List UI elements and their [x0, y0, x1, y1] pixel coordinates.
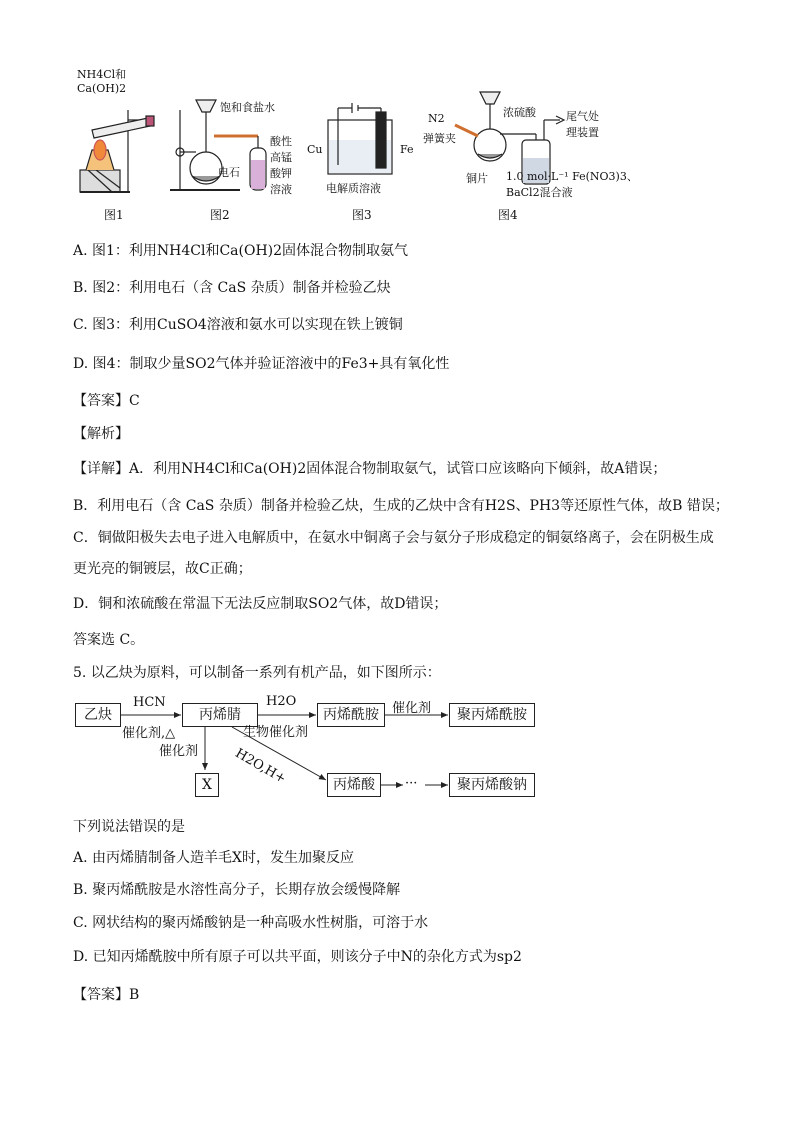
fig4-clamp: 弹簧夹: [423, 132, 456, 145]
flow-sodium-polyacrylate: 聚丙烯酸钠: [449, 773, 535, 797]
q4-detail-b: B．利用电石（含 CaS 杂质）制备并检验乙炔，生成的乙炔中含有H2S、PH3等还原性气体，故B 错误；: [73, 498, 729, 514]
q4-choose: 答案选 C。: [73, 632, 145, 648]
flow-hcn: HCN: [133, 695, 166, 710]
fig4-solution-line2: BaCl2混合液: [506, 186, 573, 199]
q4-option-b: B. 图2：利用电石（含 CaS 杂质）制备并检验乙炔: [73, 280, 391, 296]
fig4-tail-line2: 理装置: [566, 126, 599, 139]
flow-polyacrylamide: 聚丙烯酰胺: [449, 703, 535, 727]
flow-dots: ···: [405, 776, 418, 791]
q4-option-d: D. 图4：制取少量SO2气体并验证溶液中的Fe3+具有氧化性: [73, 356, 450, 372]
fig3-left-electrode: Cu: [307, 143, 323, 156]
fig4-gas: N2: [428, 112, 445, 125]
fig3-right-electrode: Fe: [400, 143, 414, 156]
flow-acrylonitrile: 丙烯腈: [182, 703, 258, 727]
q5-option-a: A. 由丙烯腈制备人造羊毛X时，发生加聚反应: [73, 850, 354, 866]
flow-catalyst: 催化剂: [392, 701, 432, 716]
q5-option-c: C. 网状结构的聚丙烯酸钠是一种高吸水性树脂，可溶于水: [73, 915, 429, 931]
q4-option-a: A. 图1：利用NH4Cl和Ca(OH)2固体混合物制取氨气: [73, 243, 409, 259]
flow-catalyst-2: 催化剂: [159, 744, 199, 759]
flow-acrylamide: 丙烯酰胺: [317, 703, 385, 727]
fig2-right-labels: [270, 134, 292, 198]
q4-option-c: C. 图3：利用CuSO4溶液和氨水可以实现在铁上镀铜: [73, 317, 403, 333]
fig2-top-label: 饱和食盐水: [220, 101, 275, 114]
q5-option-d: D. 已知丙烯酰胺中所有原子可以共平面，则该分子中N的杂化方式为sp2: [73, 949, 522, 965]
fig4-label: 图4: [498, 208, 518, 222]
fig2-label: 图2: [210, 208, 230, 222]
fig3-label: 图3: [352, 208, 372, 222]
flow-x: X: [195, 773, 219, 797]
fig4-metal: 铜片: [466, 172, 488, 185]
q4-detail-a: 【详解】A．利用NH4Cl和Ca(OH)2固体混合物制取氨气，试管口应该略向下倾斜，故A错误；: [73, 461, 667, 477]
fig2-right-label: 溶液: [270, 183, 292, 196]
fig3-apparatus: [328, 103, 392, 174]
q4-detail-c1: C．铜做阳极失去电子进入电解质中，在氨水中铜离子会与氨分子形成稳定的铜氨络离子，会在阴极生成: [73, 530, 714, 546]
q5-answer: 【答案】B: [73, 987, 140, 1003]
flow-acrylic-acid: 丙烯酸: [327, 773, 381, 797]
q5-question: 下列说法错误的是: [73, 819, 185, 835]
fig4-solution-line1: 1.0 mol·L⁻¹ Fe(NO3)3、: [506, 170, 638, 183]
fig3-bottom-label: 电解质溶液: [326, 182, 381, 195]
q5-option-b: B. 聚丙烯酰胺是水溶性高分子，长期存放会缓慢降解: [73, 882, 401, 898]
fig1-apparatus: [80, 110, 154, 192]
fig1-label: 图1: [104, 208, 124, 222]
fig4-tail-line1: 尾气处: [566, 110, 599, 123]
flow-cond1: 催化剂,△: [122, 726, 176, 741]
fig1-reagent-line2: Ca(OH)2: [77, 82, 127, 95]
flow-bio-catalyst: 生物催化剂: [243, 725, 309, 740]
fig2-right-label: 高锰: [270, 151, 292, 164]
fig4-acid: 浓硫酸: [503, 106, 536, 119]
flow-h2o-h: H2O,H+: [232, 746, 289, 787]
flow-h2o: H2O: [266, 694, 297, 709]
fig1-reagent-line1: NH4Cl和: [77, 68, 127, 81]
fig2-right-label: 酸钾: [270, 167, 292, 180]
q4-answer: 【答案】C: [73, 393, 140, 409]
apparatus-svg: [0, 0, 794, 230]
flow-acetylene: 乙炔: [75, 703, 121, 727]
q5-stem: 5. 以乙炔为原料，可以制备一系列有机产品，如下图所示：: [73, 665, 441, 681]
q4-detail-d: D．铜和浓硫酸在常温下无法反应制取SO2气体，故D错误；: [73, 596, 448, 612]
q4-analysis-heading: 【解析】: [73, 426, 129, 442]
fig2-right-label: 酸性: [270, 135, 292, 148]
q4-detail-c2: 更光亮的铜镀层，故C正确；: [73, 561, 252, 577]
fig2-side-label: 电石: [218, 166, 240, 179]
